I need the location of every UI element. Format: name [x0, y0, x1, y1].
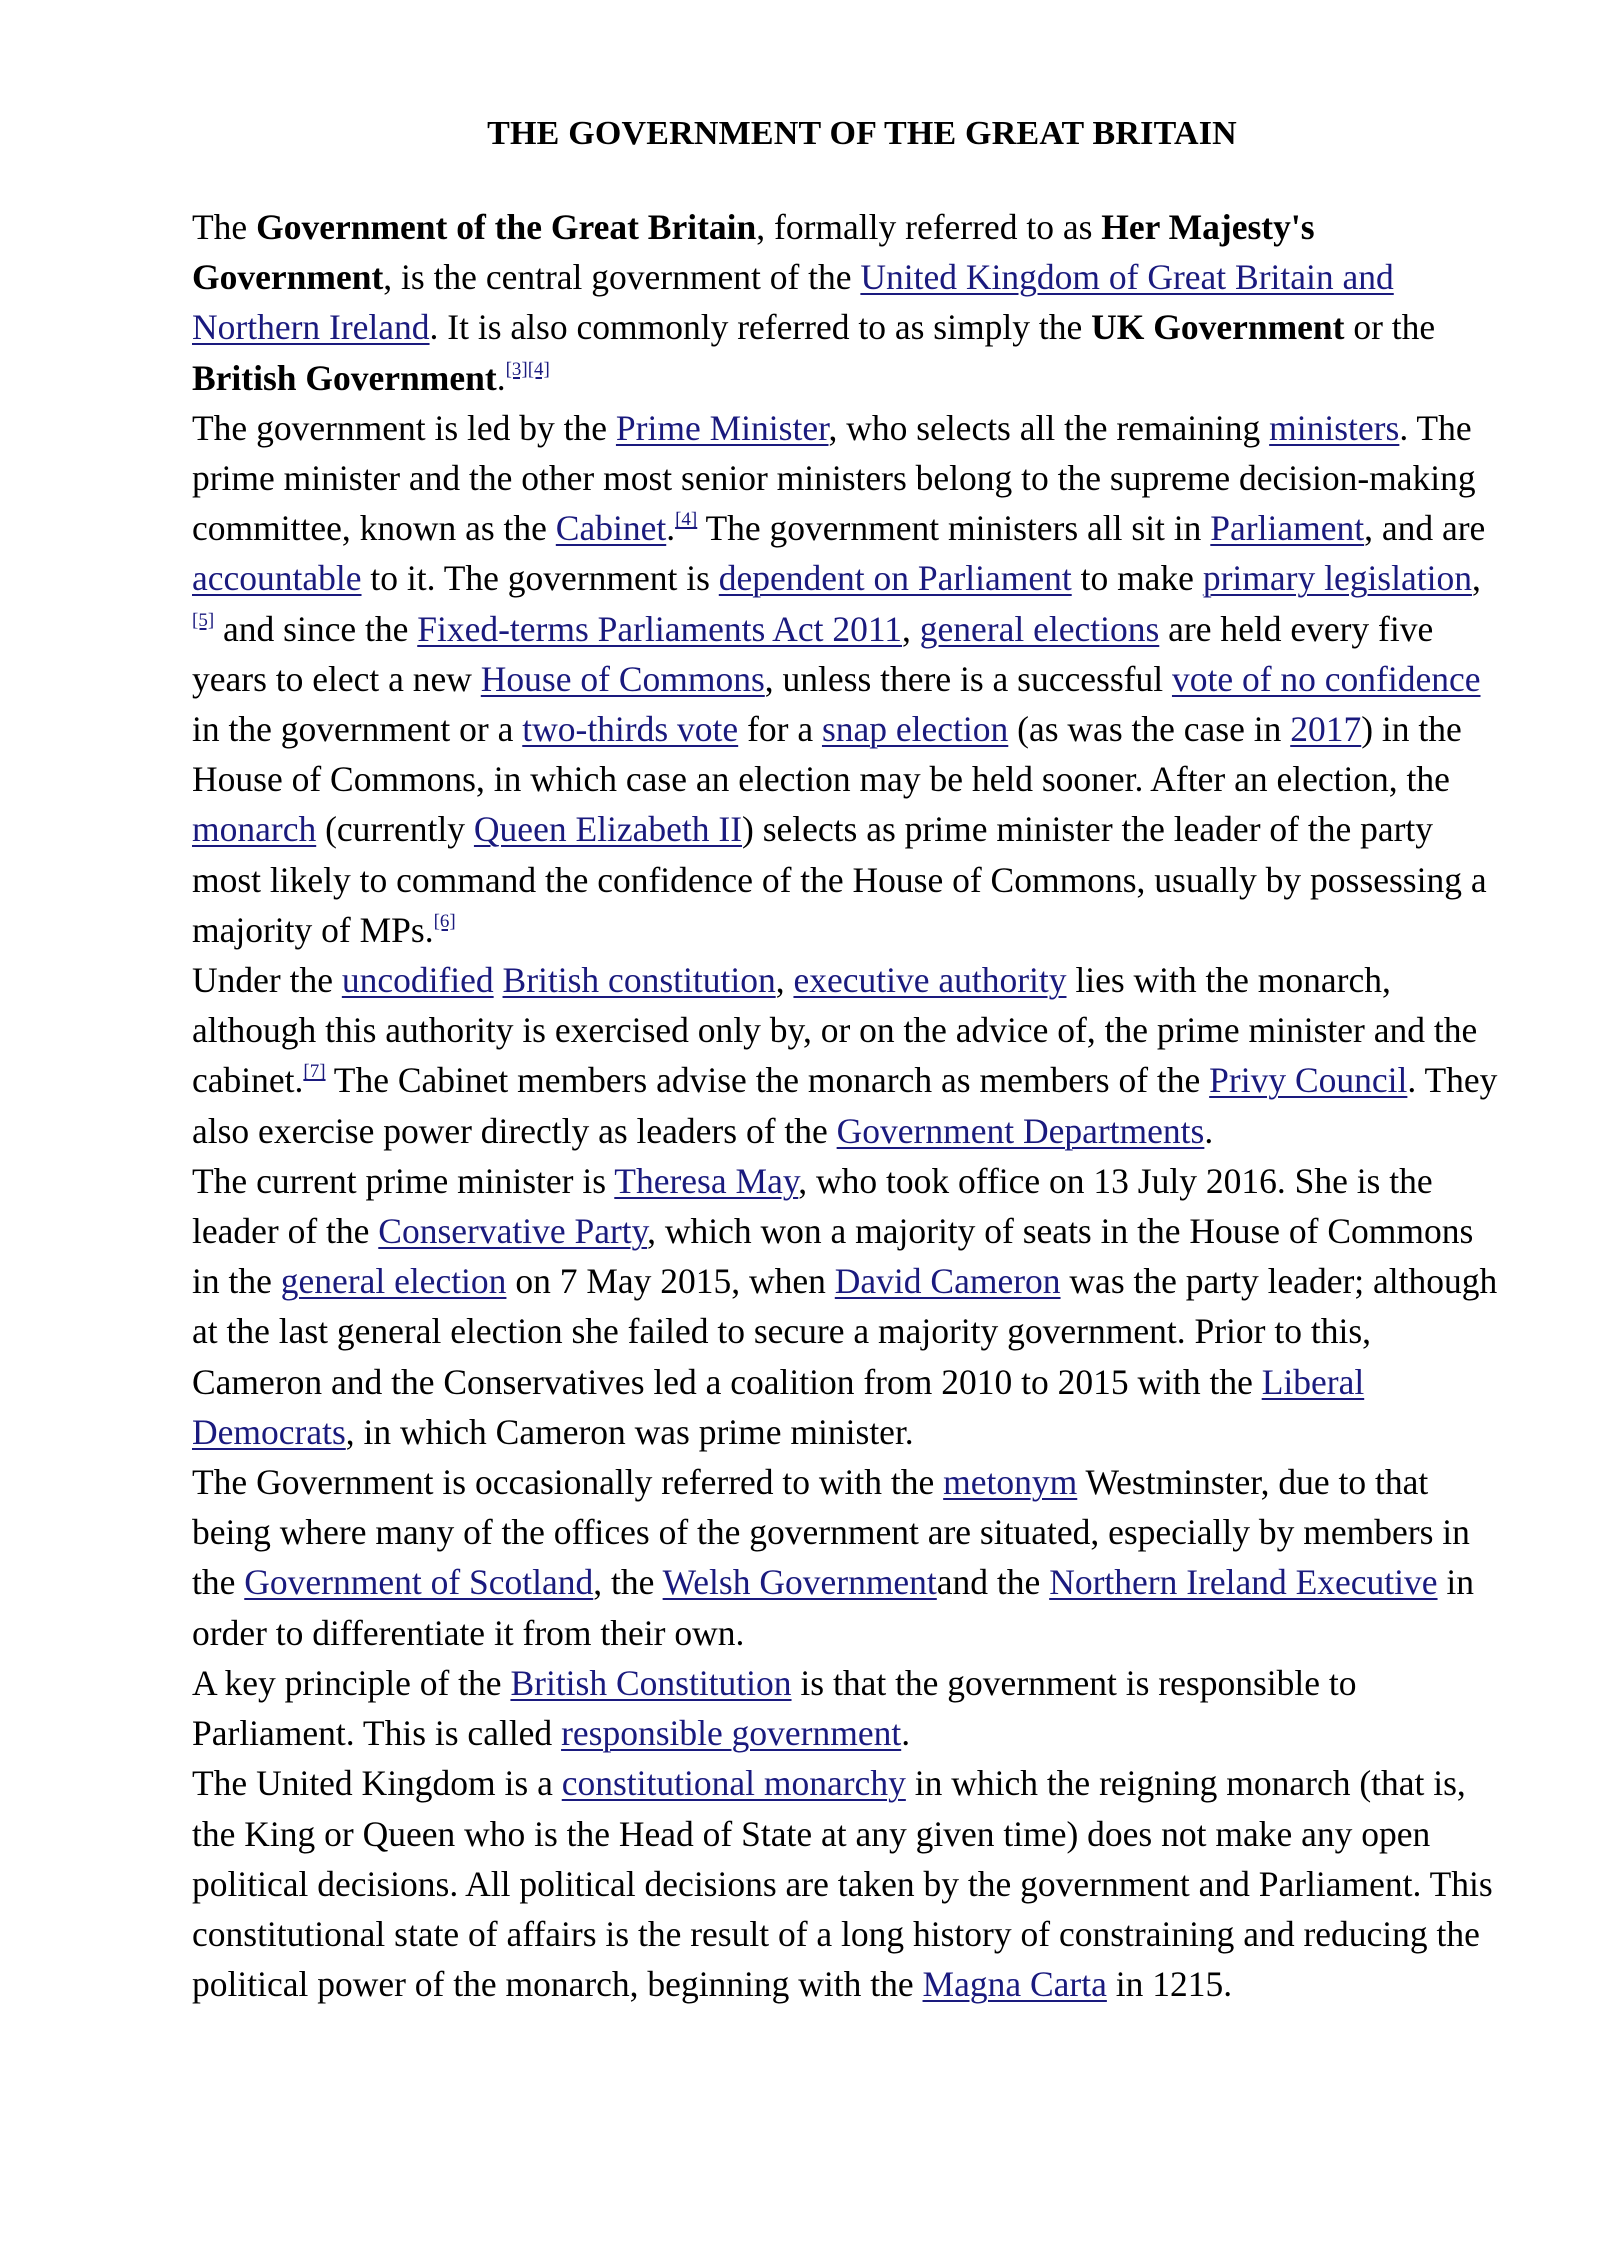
paragraph-westminster: The Government is occasionally referred to with the metonym Westminster, due to that being where many of the offices of the government are situated, especially by members in the Government of Scotland, the Welsh Governmentand the Northern Ireland Executive in order to differentiate it from their own. — [192, 1462, 1475, 1653]
paragraph-constitution: Under the uncodified British constitution, executive authority lies with the monarch, although this authority is exercised only by, or on the advice of, the prime minister and the cabinet.[7] The Cabinet members advise the monarch as members of the Privy Council. They also exercise power directly as leaders of the Government Departments. — [192, 960, 1498, 1151]
link-general-elections[interactable]: general elections — [919, 608, 1160, 649]
link-constitutional-monarchy[interactable]: constitutional monarchy — [561, 1763, 906, 1804]
link-liberal-democrats[interactable]: Liberal Democrats — [192, 1361, 1365, 1452]
link-welsh-government[interactable]: Welsh Government — [662, 1562, 937, 1603]
link-dependent-on-parliament[interactable]: dependent on Parliament — [718, 558, 1072, 599]
page-title: THE GOVERNMENT OF THE GREAT BRITAIN — [487, 115, 1237, 152]
link-british-constitution[interactable]: British Constitution — [510, 1662, 792, 1703]
link-monarch[interactable]: monarch — [192, 809, 317, 850]
link-accountable[interactable]: accountable — [192, 558, 362, 599]
bold-term: Her Majesty's Government — [192, 207, 1315, 298]
paragraph-prime-minister: The government is led by the Prime Minister, who selects all the remaining ministers. The prime minister and the other most senior ministers belong to the supreme decision-making committee, known as the Cabinet.[4] The government ministers all sit in Parliament, and are accountable to it. The government is dependent on Parliament to make primary legislation,[5] and since the Fixed-terms Parliaments Act 2011, general elections are held every five years to elect a new House of Commons, unless there is a successful vote of no confidence in the government or a two-thirds vote for a snap election (as was the case in 2017) in the House of Commons, in which case an election may be held sooner. After an election, the monarch (currently Queen Elizabeth II) selects as prime minister the leader of the party most likely to command the confidence of the House of Commons, usually by possessing a majority of MPs.[6] — [192, 407, 1487, 950]
bold-term: Government of the Great Britain — [256, 207, 757, 247]
reference-link[interactable]: [6] — [433, 910, 456, 932]
link-queen-elizabeth[interactable]: Queen Elizabeth II — [473, 809, 743, 850]
paragraph-responsible-government: A key principle of the British Constitution is that the government is responsible to Parliament. This is called responsible government. — [192, 1662, 1357, 1754]
link-general-election[interactable]: general election — [280, 1261, 507, 1302]
link-metonym[interactable]: metonym — [943, 1462, 1078, 1503]
reference-link[interactable]: [5] — [192, 609, 215, 631]
link-primary-legislation[interactable]: primary legislation — [1202, 558, 1472, 599]
link-david-cameron[interactable]: David Cameron — [834, 1261, 1061, 1302]
link-two-thirds-vote[interactable]: two-thirds vote — [522, 709, 739, 750]
link-2017[interactable]: 2017 — [1290, 709, 1362, 750]
paragraph-intro: The Government of the Great Britain, formally referred to as Her Majesty's Government, is the central government of the United Kingdom of Great Britain and Northern Ireland. It is also commonly referred to as simply the UK Government or the British Government.[3][4] — [192, 207, 1436, 398]
link-government-departments[interactable]: Government Departments — [836, 1110, 1205, 1151]
paragraph-monarchy: The United Kingdom is a constitutional monarchy in which the reigning monarch (that is, the King or Queen who is the Head of State at any given time) does not make any open political decisions. All political decisions are taken by the government and Parliament. This constitutional state of affairs is the result of a long history of constraining and reducing the political power of the monarch, beginning with the Magna Carta in 1215. — [192, 1763, 1493, 2005]
link-responsible-government[interactable]: responsible government — [561, 1713, 902, 1754]
link-theresa-may[interactable]: Theresa May — [614, 1160, 799, 1201]
link-united-kingdom[interactable]: United Kingdom of Great Britain and Northern Ireland — [192, 257, 1394, 348]
reference-link[interactable]: [7] — [303, 1061, 326, 1083]
reference-link[interactable]: [3] — [505, 358, 528, 380]
link-house-of-commons[interactable]: House of Commons — [480, 658, 765, 699]
link-snap-election[interactable]: snap election — [821, 709, 1009, 750]
link-northern-ireland-executive[interactable]: Northern Ireland Executive — [1049, 1562, 1438, 1603]
link-privy-council[interactable]: Privy Council — [1209, 1060, 1408, 1101]
bold-term: British Government — [192, 357, 497, 398]
link-british-constitution[interactable]: British constitution — [502, 960, 776, 1001]
link-cabinet[interactable]: Cabinet — [555, 508, 667, 549]
link-conservative-party[interactable]: Conservative Party — [378, 1211, 648, 1252]
link-uncodified[interactable]: uncodified — [341, 960, 494, 1001]
bold-term: UK Government — [1091, 307, 1345, 348]
reference-link[interactable]: [4] — [675, 509, 698, 531]
link-vote-of-no-confidence[interactable]: vote of no confidence — [1171, 658, 1481, 699]
link-magna-carta[interactable]: Magna Carta — [922, 1964, 1107, 2005]
link-executive-authority[interactable]: executive authority — [793, 960, 1067, 1001]
link-government-of-scotland[interactable]: Government of Scotland — [244, 1562, 594, 1603]
link-parliament[interactable]: Parliament — [1210, 508, 1365, 549]
reference-link[interactable]: [4] — [527, 358, 550, 380]
link-fixed-terms-act[interactable]: Fixed-terms Parliaments Act 2011 — [417, 608, 902, 649]
link-ministers[interactable]: ministers — [1269, 407, 1400, 448]
paragraph-current-pm: The current prime minister is Theresa May, who took office on 13 July 2016. She is the leader of the Conservative Party, which won a majority of seats in the House of Commons in the general election on 7 May 2015, when David Cameron was the party leader; although at the last general election she failed to secure a majority government. Prior to this, Cameron and the Conservatives led a coalition from 2010 to 2015 with the Liberal Democrats, in which Cameron was prime minister. — [192, 1160, 1498, 1452]
link-prime-minister[interactable]: Prime Minister — [615, 407, 829, 448]
